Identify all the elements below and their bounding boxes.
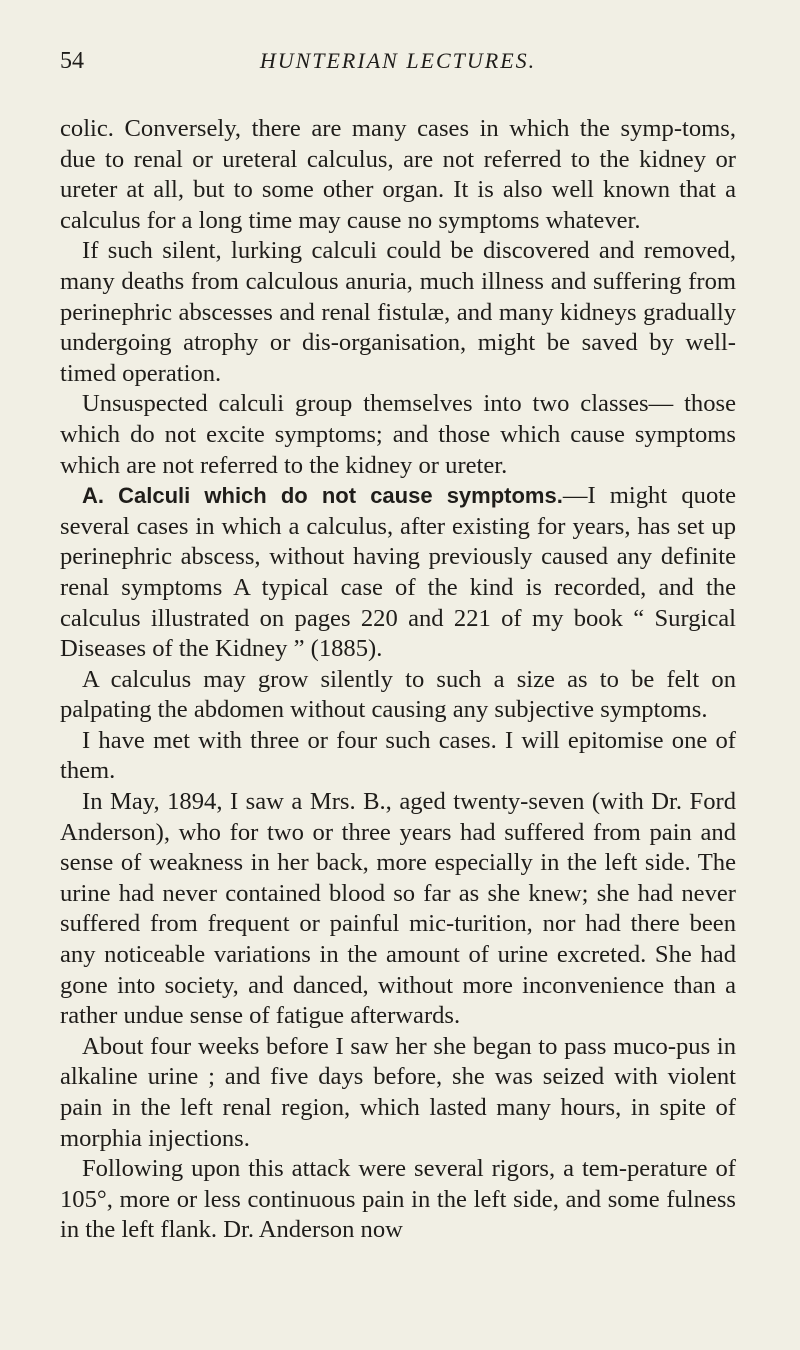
paragraph bbox=[60, 726, 736, 787]
running-title: HUNTERIAN LECTURES. bbox=[259, 48, 537, 73]
paragraph-text: In May, 1894, I saw a Mrs. B., aged twenty-seven (with Dr. Ford Anderson), who for two or three years had suffered from pain and sense of weakness in her back, more especially in the left side. The urine had never contained blood so far as she knew; she had never suffered from frequent or painful mic-turition, nor had there been any noticeable variations in the amount of urine excreted. She had gone into society, and danced, without more inconvenience than a rather undue sense of fatigue afterwards. bbox=[60, 788, 736, 1030]
paragraph bbox=[60, 481, 736, 665]
page-header bbox=[60, 48, 736, 88]
paragraph-text: —I might quote several cases in which a calculus, after existing for years, has set up perinephric abscess, without having previously caused any definite renal symptoms A typical case of the kind is recorded, and the calculus illustrated on pages 220 and 221 of my book “ Surgical Diseases of the Kidney ” (1885). bbox=[60, 482, 736, 663]
paragraph-text: Following upon this attack were several rigors, a tem-perature of 105°, more or less continuous pain in the left side, and some fulness in the left flank. Dr. Anderson now bbox=[60, 1155, 736, 1244]
paragraph bbox=[60, 114, 736, 236]
paragraph-text: I have met with three or four such cases. I will epitomise one of them. bbox=[60, 726, 736, 785]
section-heading: A. Calculi which do not cause symptoms. bbox=[82, 483, 563, 509]
paragraph bbox=[60, 1032, 736, 1154]
paragraph bbox=[60, 787, 736, 1032]
book-page bbox=[60, 48, 736, 1246]
paragraph bbox=[60, 389, 736, 481]
paragraph-text: colic. Conversely, there are many cases in which the symp-toms, due to renal or ureteral calculus, are not referred to the kidney or ureter at all, but to some other organ. It is also well known that a calculus for a long time may cause no symptoms whatever. bbox=[60, 115, 736, 234]
paragraph-text: A calculus may grow silently to such a size as to be felt on palpating the abdomen without causing any subjective symptoms. bbox=[60, 665, 736, 724]
paragraph-text: Unsuspected calculi group themselves into two classes— those which do not excite symptoms; and those which cause symptoms which are not referred to the kidney or ureter. bbox=[60, 390, 736, 479]
paragraph bbox=[60, 1154, 736, 1246]
paragraph-text: If such silent, lurking calculi could be discovered and removed, many deaths from calculous anuria, much illness and suffering from perinephric abscesses and renal fistulæ, and many kidneys gradually undergoing atrophy or dis-organisation, might be saved by well-timed operation. bbox=[60, 237, 736, 387]
paragraph bbox=[60, 236, 736, 389]
body-text bbox=[60, 114, 736, 1246]
page-number: 54 bbox=[60, 48, 84, 74]
paragraph-text: About four weeks before I saw her she began to pass muco-pus in alkaline urine ; and five days before, she was seized with violent pain in the left renal region, which lasted many hours, in spite of morphia injections. bbox=[60, 1032, 736, 1152]
paragraph bbox=[60, 665, 736, 726]
